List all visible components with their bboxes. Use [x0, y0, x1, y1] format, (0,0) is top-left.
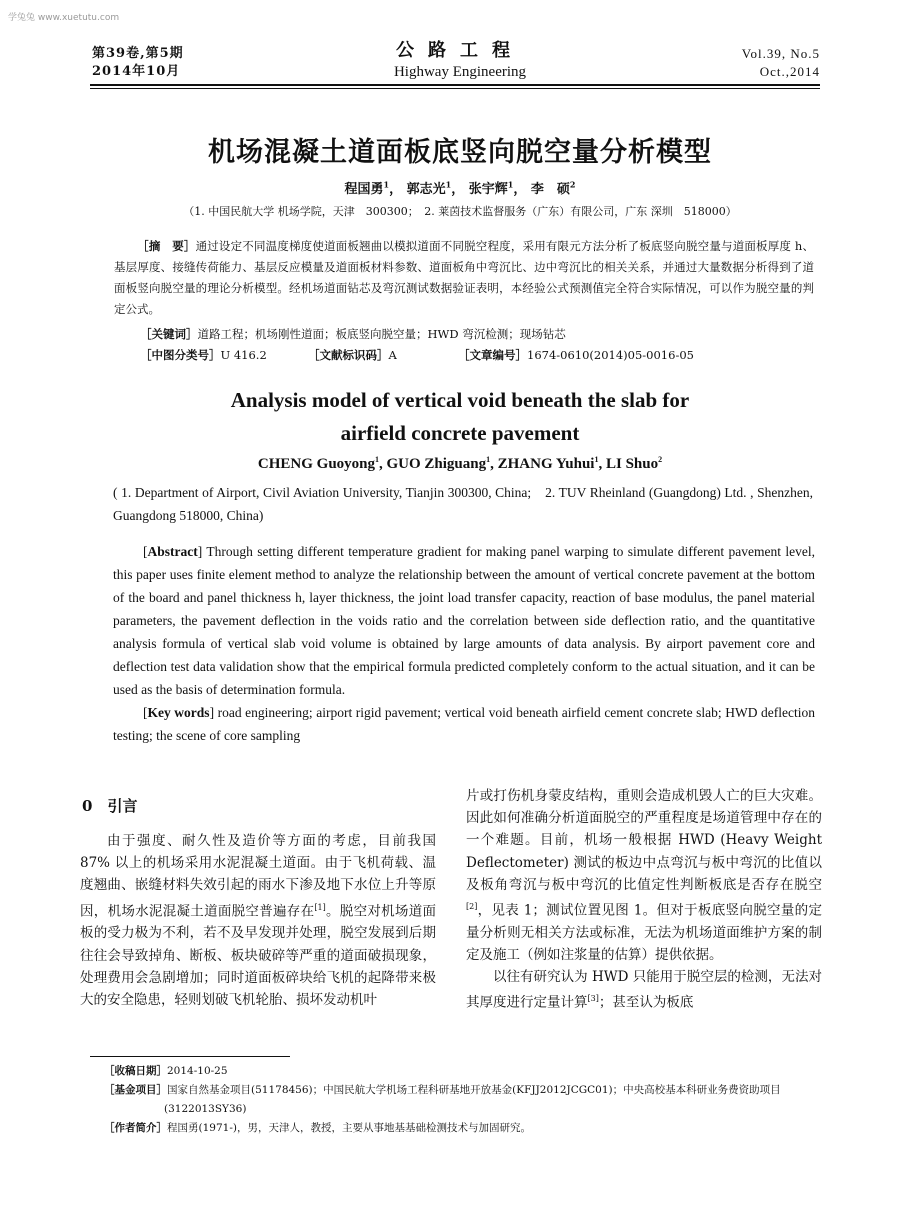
- footnote-received: [104, 1062, 822, 1081]
- footnote-text: 2014-10-25: [167, 1065, 228, 1077]
- body-column-right: [466, 785, 822, 1014]
- journal-name-cn: 公路工程: [396, 40, 524, 61]
- abstract-cn-label: ［摘 要］: [137, 239, 196, 253]
- body-text: 以往有研究认为 HWD 只能用于脱空层的检测，无法对其厚度进行定量计算: [466, 969, 822, 1011]
- author-affil-mark: 1: [507, 179, 514, 190]
- author-affil-mark: 1: [594, 455, 599, 464]
- author-affil-mark: 1: [445, 179, 452, 190]
- paper-title-en-line1: Analysis model of vertical void beneath the slab for: [230, 388, 690, 412]
- author-affil-mark: 1: [486, 455, 491, 464]
- volume-issue-en: Vol.39, No.5: [741, 46, 820, 61]
- citation-ref: [2]: [466, 902, 478, 912]
- author-name: 郭志光: [406, 182, 446, 197]
- footnotes: [104, 1062, 822, 1138]
- body-text: ，见表 1；测试位置见图 1。但对于板底竖向脱空量的定量分析则无相关方法或标准，无法为机场道面维护方案的制定及施工（例如注浆量的估算）提供依据。: [466, 902, 822, 963]
- author-name: 程国勇: [344, 182, 384, 197]
- watermark-text: 学兔兔 www.xuetutu.com: [8, 13, 120, 23]
- author-name: CHENG Guoyong: [257, 456, 375, 472]
- author-affil-mark: 2: [569, 179, 576, 190]
- keywords-cn-text: 道路工程；机场刚性道面；板底竖向脱空量；HWD 弯沉检测；现场钻芯: [197, 327, 566, 341]
- section-heading: [82, 795, 137, 816]
- section-number: 0: [82, 797, 93, 815]
- footnote-author: [104, 1119, 822, 1138]
- header-rule-top: [90, 84, 820, 86]
- body-column-left: [80, 830, 436, 1011]
- abstract-en-text: Through setting different temperature gradient for making panel warping to simulate different pavement level, this paper uses finite element method to analyze the relationship between the amount of vertical concrete pavement at the bottom of the board and panel thickness h, layer thickness, the joint load transfer capacity, reaction of base modulus, the panel material parameters, the pavement deflection in the voids ratio and the correlation between side deflection ratio, and the quantitative analysis formula of vertical slab void volume is obtained by large amounts of data analysis. By airport pavement core and deflection test data validation show that the empirical formula predicted completely conform to the actual situation, and it can be used as the basis of determination formula.: [113, 544, 815, 697]
- article-label: ［文章编号］: [458, 348, 527, 362]
- keywords-cn-label: ［关键词］: [140, 327, 198, 341]
- abstract-en: [Abstract] Through setting different temperature gradient for making panel warping to simulate different pavement level, this paper uses finite element method to analyze the relationship between the amount of vertical concrete pavement at the bottom of the board and panel thickness h, layer thickness, the joint load transfer capacity, reaction of base modulus, the panel material parameters, the pavement deflection in the voids ratio and the correlation between side deflection ratio, and the quantitative analysis formula of vertical slab void volume is obtained by large amounts of data analysis. By airport pavement core and deflection test data validation show that the empirical formula predicted completely conform to the actual situation, and it can be used as the basis of determination formula. [Key words] road engineering; airport rigid pavement; vertical void beneath airfield cement concrete slab; HWD deflection testing; the scene of core sampling: [113, 544, 815, 743]
- citation-ref: [3]: [587, 994, 599, 1004]
- body-text: 片或打伤机身蒙皮结构，重则会造成机毁人亡的巨大灾难。因此如何准确分析道面脱空的严重程度是场道管理中存在的一个难题。目前，机场一般根据 HWD (Heavy Weight Deflectometer) 测试的板边中点弯沉与板中弯沉的比值以及板角弯沉与板中弯沉的比值定性判断板底是否存在脱空: [466, 788, 822, 893]
- abstract-en-label: Abstract: [147, 544, 198, 559]
- author-name: 李 硕: [530, 182, 570, 197]
- affiliation-cn: （1. 中国民航大学 机场学院，天津 300300； 2. 莱茵技术监督服务（广东）有限公司，广东 深圳 518000）: [183, 205, 737, 218]
- footnote-rule: [90, 1056, 290, 1057]
- volume-issue-cn: 第39卷,第5期: [92, 46, 184, 61]
- body-text: 。脱空对机场道面板的受力极为不利，若不及早发现并处理，脱空发展到后期往往会导致掉角、断板、板块破碎等严重的道面破损现象，处理费用会急剧增加；同时道面板碎块给飞机的起降带来极大的安全隐患，轻则划破飞机轮胎、损坏发动机叶: [80, 903, 437, 1008]
- footnote-text: 国家自然基金项目(51178456)；中国民航大学机场工程科研基地开放基金(KFJJ2012JCGC01)；中央高校基本科研业务费资助项目(3122013SY36): [164, 1084, 781, 1115]
- date-en: Oct.,2014: [759, 64, 820, 79]
- author-list-en: CHENG Guoyong$^1$, GUO Zhiguang$^1$, ZHANG Yuhui$^1$, LI Shuo$^2$: [257, 455, 663, 472]
- affiliation-en: ( 1. Department of Airport, Civil Aviation University, Tianjin 300300, China; 2. TUV Rheinland (Guangdong) Ltd. , Shenzhen, Guangdong 518000, China): [113, 485, 813, 523]
- doc-label: ［文献标识码］: [308, 348, 389, 362]
- footnote-label: ［基金项目］: [104, 1084, 167, 1096]
- doc-value: A: [388, 348, 397, 362]
- keywords-en-label: Key words: [147, 705, 210, 720]
- footnote-fund: [104, 1081, 822, 1119]
- body-paragraph: [80, 830, 436, 1011]
- abstract-cn-text: 通过设定不同温度梯度使道面板翘曲以模拟道面不同脱空程度，采用有限元方法分析了板底竖向脱空量与道面板厚度 h、基层厚度、接缝传荷能力、基层反应模量及道面板材料参数、道面板角中弯沉比、边中弯沉比的相关关系，并通过大量数据分析得到了道面板竖向脱空量的理论分析模型。经机场道面钻芯及弯沉测试数据验证表明，本经验公式预测值完全符合实际情况，可以作为脱空量的判定公式。: [114, 239, 814, 316]
- paper-title-cn: 机场混凝土道面板底竖向脱空量分析模型: [208, 137, 712, 168]
- doc-code: [308, 347, 397, 363]
- date-cn: 2014年10月: [92, 64, 181, 79]
- issue-info-en: [742, 45, 820, 81]
- author-list-cn: 程国勇$^1$， 郭志光$^1$， 张宇辉$^1$， 李 硕$^2$: [344, 179, 576, 197]
- footnote-label: ［收稿日期］: [104, 1065, 167, 1077]
- section-title: 引言: [107, 797, 138, 815]
- article-value: 1674-0610(2014)05-0016-05: [527, 348, 694, 362]
- body-text: ；甚至认为板底: [598, 994, 694, 1011]
- author-name: ZHANG Yuhui: [497, 456, 595, 472]
- author-name: GUO Zhiguang: [386, 456, 487, 472]
- body-text: 由于强度、耐久性及造价等方面的考虑，目前我国 87% 以上的机场采用水泥混凝土道面。由于飞机荷载、温度翘曲、嵌缝材料失效引起的雨水下渗及地下水位上升等原因，机场水泥混凝土道面脱空普遍存在: [80, 833, 436, 920]
- clc-number: [140, 347, 267, 363]
- journal-name-en: Highway Engineering: [393, 64, 527, 80]
- paper-title-en-line2: airfield concrete pavement: [340, 421, 580, 445]
- clc-label: ［中图分类号］: [140, 348, 221, 362]
- author-affil-mark: 1: [375, 455, 379, 464]
- paper-title-en: [0, 384, 920, 450]
- header-rule-bottom: [90, 88, 820, 89]
- author-affil-mark: 2: [658, 455, 663, 464]
- author-affil-mark: 1: [383, 179, 390, 190]
- abstract-cn: [114, 236, 814, 320]
- author-name: 张宇辉: [468, 182, 508, 197]
- keywords-en-text: road engineering; airport rigid pavement; vertical void beneath airfield cement concrete slab; HWD deflection testing; the scene of core sampling: [113, 705, 815, 743]
- author-name: LI Shuo: [605, 456, 659, 472]
- body-paragraph: [466, 785, 822, 966]
- article-number: [458, 347, 694, 363]
- keywords-cn: [140, 326, 566, 342]
- citation-ref: [1]: [314, 902, 326, 912]
- footnote-text: 程国勇(1971-)，男，天津人，教授，主要从事地基基础检测技术与加固研究。: [167, 1122, 531, 1134]
- body-paragraph: [466, 966, 822, 1014]
- clc-value: U 416.2: [220, 348, 267, 362]
- footnote-label: ［作者简介］: [104, 1122, 167, 1134]
